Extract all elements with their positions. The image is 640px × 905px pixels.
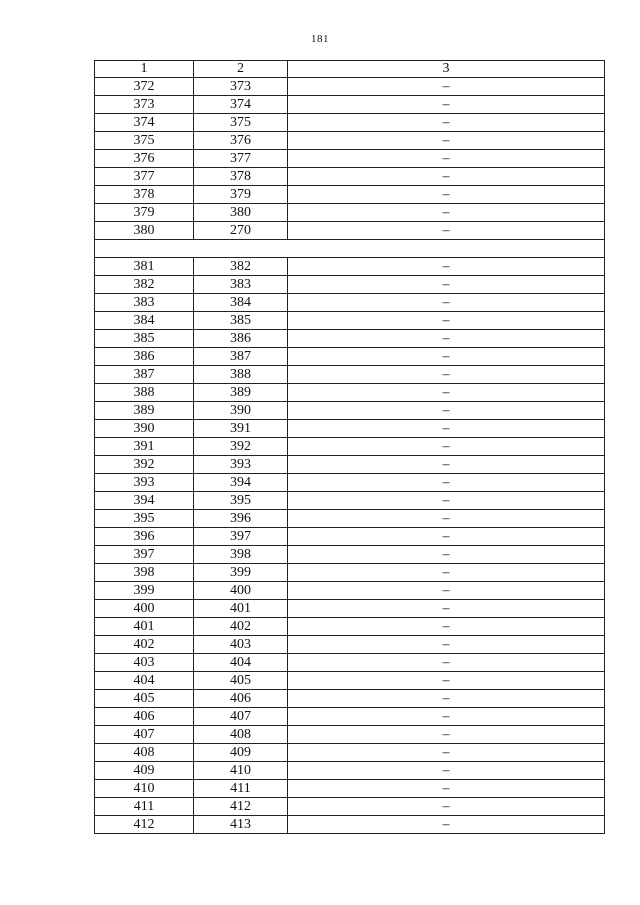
table-cell-col-2: 408 — [194, 726, 288, 744]
table-cell-col-2: 383 — [194, 276, 288, 294]
table-row — [95, 816, 605, 834]
table-cell-col-2: 378 — [194, 168, 288, 186]
table-cell-col-1: 388 — [95, 384, 194, 402]
table-cell-col-3: – — [288, 114, 605, 132]
table-cell-col-1: 410 — [95, 780, 194, 798]
table-row — [95, 78, 605, 96]
table-cell-col-1: 404 — [95, 672, 194, 690]
table-cell-col-2: 388 — [194, 366, 288, 384]
page-number: 181 — [311, 33, 329, 45]
table-cell-col-3: – — [288, 654, 605, 672]
table-cell-col-2: 407 — [194, 708, 288, 726]
table-cell-col-2: 405 — [194, 672, 288, 690]
table-cell-col-2: 384 — [194, 294, 288, 312]
table-cell-col-1: 373 — [95, 96, 194, 114]
table-cell-col-3: – — [288, 204, 605, 222]
table-cell-col-2: 373 — [194, 78, 288, 96]
table-row — [95, 312, 605, 330]
table-cell-col-3: – — [288, 312, 605, 330]
table-cell-col-1: 407 — [95, 726, 194, 744]
table-cell-col-3: – — [288, 636, 605, 654]
table-row — [95, 456, 605, 474]
table-cell-col-1: 393 — [95, 474, 194, 492]
table-row — [95, 564, 605, 582]
table-cell-col-1: 398 — [95, 564, 194, 582]
table-cell-col-2: 401 — [194, 600, 288, 618]
table-cell-col-3: – — [288, 708, 605, 726]
table-cell-col-2: 411 — [194, 780, 288, 798]
table-cell-col-3: – — [288, 150, 605, 168]
table-body-lower — [95, 258, 605, 834]
gap-cell — [95, 240, 605, 258]
table-cell-col-2: 397 — [194, 528, 288, 546]
table-cell-col-1: 399 — [95, 582, 194, 600]
table-cell-col-1: 390 — [95, 420, 194, 438]
table-cell-col-3: – — [288, 690, 605, 708]
table-cell-col-1: 382 — [95, 276, 194, 294]
table-row — [95, 150, 605, 168]
table-cell-col-3: – — [288, 474, 605, 492]
table-cell-col-2: 402 — [194, 618, 288, 636]
table-row — [95, 330, 605, 348]
table-cell-col-1: 386 — [95, 348, 194, 366]
table-cell-col-2: 386 — [194, 330, 288, 348]
table-row — [95, 258, 605, 276]
table-cell-col-3: – — [288, 438, 605, 456]
table-cell-col-1: 395 — [95, 510, 194, 528]
table-row — [95, 546, 605, 564]
table-cell-col-3: – — [288, 816, 605, 834]
table-cell-col-1: 406 — [95, 708, 194, 726]
table-cell-col-1: 391 — [95, 438, 194, 456]
table-cell-col-2: 375 — [194, 114, 288, 132]
column-header-2: 2 — [194, 61, 288, 78]
table-cell-col-3: – — [288, 546, 605, 564]
table-cell-col-2: 270 — [194, 222, 288, 240]
table-cell-col-2: 374 — [194, 96, 288, 114]
table-cell-col-2: 387 — [194, 348, 288, 366]
table-cell-col-1: 372 — [95, 78, 194, 96]
table-row — [95, 204, 605, 222]
table-cell-col-2: 412 — [194, 798, 288, 816]
table-row — [95, 348, 605, 366]
table-row — [95, 420, 605, 438]
table-cell-col-1: 381 — [95, 258, 194, 276]
table-cell-col-3: – — [288, 330, 605, 348]
table-cell-col-2: 399 — [194, 564, 288, 582]
table-cell-col-3: – — [288, 348, 605, 366]
table-cell-col-3: – — [288, 168, 605, 186]
table-cell-col-1: 401 — [95, 618, 194, 636]
table-row — [95, 618, 605, 636]
table-cell-col-2: 403 — [194, 636, 288, 654]
table-row — [95, 474, 605, 492]
table-header-row — [95, 61, 605, 78]
column-header-1: 1 — [95, 61, 194, 78]
table-cell-col-1: 374 — [95, 114, 194, 132]
table-cell-col-2: 389 — [194, 384, 288, 402]
table-row — [95, 528, 605, 546]
table-cell-col-1: 379 — [95, 204, 194, 222]
table-row — [95, 438, 605, 456]
table-cell-col-2: 396 — [194, 510, 288, 528]
table-cell-col-2: 394 — [194, 474, 288, 492]
table-cell-col-1: 385 — [95, 330, 194, 348]
table-cell-col-3: – — [288, 762, 605, 780]
table-row — [95, 726, 605, 744]
table-cell-col-2: 398 — [194, 546, 288, 564]
table-cell-col-3: – — [288, 492, 605, 510]
table-cell-col-1: 380 — [95, 222, 194, 240]
table-cell-col-2: 380 — [194, 204, 288, 222]
table-cell-col-3: – — [288, 96, 605, 114]
table-row — [95, 276, 605, 294]
table-cell-col-3: – — [288, 420, 605, 438]
table-cell-col-3: – — [288, 186, 605, 204]
table-cell-col-2: 400 — [194, 582, 288, 600]
table-row — [95, 798, 605, 816]
table-cell-col-2: 391 — [194, 420, 288, 438]
table-row — [95, 762, 605, 780]
table-cell-col-3: – — [288, 402, 605, 420]
table-row — [95, 294, 605, 312]
table-cell-col-1: 376 — [95, 150, 194, 168]
table-row — [95, 708, 605, 726]
table-cell-col-1: 397 — [95, 546, 194, 564]
data-table — [94, 60, 605, 834]
table-cell-col-3: – — [288, 798, 605, 816]
table-row — [95, 96, 605, 114]
table-cell-col-1: 377 — [95, 168, 194, 186]
table-row — [95, 366, 605, 384]
table-row — [95, 384, 605, 402]
table-cell-col-3: – — [288, 528, 605, 546]
table-row — [95, 168, 605, 186]
table-cell-col-3: – — [288, 258, 605, 276]
table-cell-col-3: – — [288, 366, 605, 384]
table-cell-col-2: 382 — [194, 258, 288, 276]
table-cell-col-1: 408 — [95, 744, 194, 762]
table-row — [95, 636, 605, 654]
table-cell-col-2: 404 — [194, 654, 288, 672]
table-cell-col-1: 402 — [95, 636, 194, 654]
table-cell-col-2: 393 — [194, 456, 288, 474]
table-row — [95, 690, 605, 708]
table-row — [95, 654, 605, 672]
table-cell-col-2: 379 — [194, 186, 288, 204]
table-cell-col-1: 378 — [95, 186, 194, 204]
table-cell-col-1: 387 — [95, 366, 194, 384]
table-row — [95, 510, 605, 528]
table-cell-col-3: – — [288, 744, 605, 762]
gap-row — [95, 240, 605, 258]
table-cell-col-2: 376 — [194, 132, 288, 150]
table-cell-col-3: – — [288, 600, 605, 618]
table-row — [95, 186, 605, 204]
table-cell-col-3: – — [288, 222, 605, 240]
table-cell-col-1: 384 — [95, 312, 194, 330]
table-cell-col-1: 383 — [95, 294, 194, 312]
table-cell-col-3: – — [288, 726, 605, 744]
table-cell-col-3: – — [288, 582, 605, 600]
table-cell-col-1: 403 — [95, 654, 194, 672]
table-cell-col-3: – — [288, 564, 605, 582]
table-cell-col-2: 413 — [194, 816, 288, 834]
table-cell-col-3: – — [288, 456, 605, 474]
table-cell-col-3: – — [288, 510, 605, 528]
table-row — [95, 222, 605, 240]
table-row — [95, 492, 605, 510]
table-gap — [95, 240, 605, 258]
table-row — [95, 114, 605, 132]
table-cell-col-1: 375 — [95, 132, 194, 150]
table-cell-col-1: 389 — [95, 402, 194, 420]
table-cell-col-2: 409 — [194, 744, 288, 762]
table-row — [95, 744, 605, 762]
table-row — [95, 600, 605, 618]
table-body-upper — [95, 78, 605, 240]
table-cell-col-1: 396 — [95, 528, 194, 546]
table-cell-col-3: – — [288, 672, 605, 690]
table-cell-col-2: 385 — [194, 312, 288, 330]
table-cell-col-1: 392 — [95, 456, 194, 474]
table-cell-col-2: 392 — [194, 438, 288, 456]
table-row — [95, 402, 605, 420]
table-cell-col-1: 400 — [95, 600, 194, 618]
table-cell-col-3: – — [288, 78, 605, 96]
table-cell-col-2: 410 — [194, 762, 288, 780]
table-cell-col-3: – — [288, 780, 605, 798]
table-cell-col-2: 395 — [194, 492, 288, 510]
table-cell-col-1: 409 — [95, 762, 194, 780]
table-cell-col-2: 390 — [194, 402, 288, 420]
table-cell-col-3: – — [288, 618, 605, 636]
table-cell-col-1: 411 — [95, 798, 194, 816]
table-row — [95, 780, 605, 798]
table-cell-col-1: 405 — [95, 690, 194, 708]
table-cell-col-3: – — [288, 132, 605, 150]
table-cell-col-3: – — [288, 294, 605, 312]
table-cell-col-3: – — [288, 384, 605, 402]
table-cell-col-1: 412 — [95, 816, 194, 834]
table-row — [95, 672, 605, 690]
table-row — [95, 132, 605, 150]
column-header-3: 3 — [288, 61, 605, 78]
table-cell-col-2: 406 — [194, 690, 288, 708]
table-cell-col-1: 394 — [95, 492, 194, 510]
table-cell-col-3: – — [288, 276, 605, 294]
table-row — [95, 582, 605, 600]
table-cell-col-2: 377 — [194, 150, 288, 168]
